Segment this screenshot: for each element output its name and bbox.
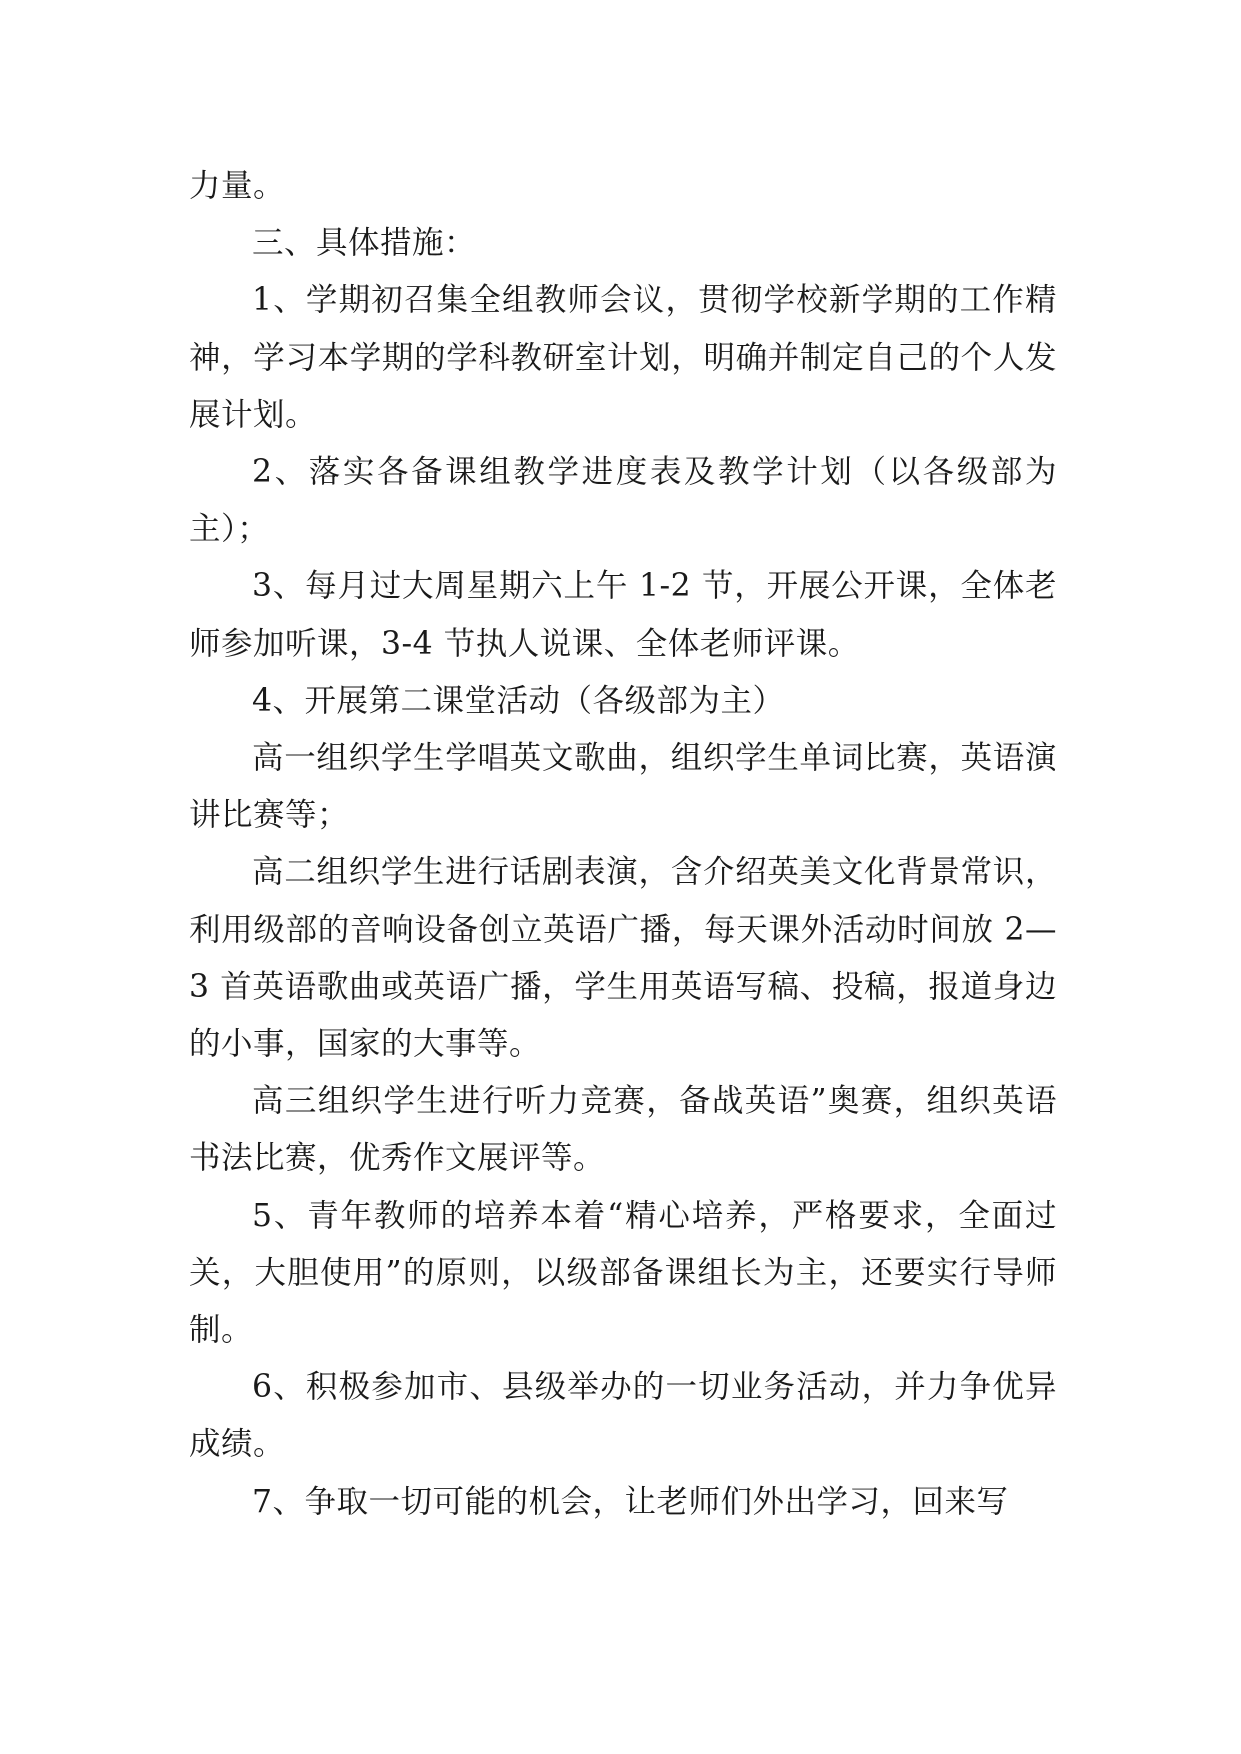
paragraph-measure-1: 1、学期初召集全组教师会议，贯彻学校新学期的工作精神，学习本学期的学科教研室计划，明确并制定自己的个人发展计划。 (189, 282, 1057, 433)
paragraph-measure-7: 7、争取一切可能的机会，让老师们外出学习，回来写 (252, 1483, 1009, 1520)
document-body (189, 158, 1057, 1531)
section-heading: 三、具体措施： (252, 225, 477, 262)
paragraph-measure-3: 3、每月过大周星期六上午 1-2 节，开展公开课，全体老师参加听课，3-4 节执人说课、全体老师评课。 (189, 568, 1057, 662)
paragraph-measure-4: 4、开展第二课堂活动（各级部为主） (252, 682, 785, 719)
paragraph-grade-1: 高一组织学生学唱英文歌曲，组织学生单词比赛，英语演讲比赛等； (189, 740, 1057, 834)
paragraph-measure-2: 2、落实各备课组教学进度表及教学计划（以各级部为主）； (189, 454, 1057, 548)
paragraph-measure-5: 5、青年教师的培养本着“精心培养，严格要求，全面过关，大胆使用”的原则，以级部备课组长为主，还要实行导师制。 (189, 1197, 1057, 1349)
paragraph-continuation: 力量。 (189, 168, 286, 204)
paragraph-grade-2: 高二组织学生进行话剧表演，含介绍英美文化背景常识，利用级部的音响设备创立英语广播，每天课外活动时间放 2—3 首英语歌曲或英语广播，学生用英语写稿、投稿，报道身边的小事，国家的大事等。 (189, 854, 1057, 1063)
paragraph-measure-6: 6、积极参加市、县级举办的一切业务活动，并力争优异成绩。 (189, 1369, 1057, 1463)
paragraph-grade-3: 高三组织学生进行听力竞赛，备战英语”奥赛，组织英语书法比赛，优秀作文展评等。 (189, 1083, 1057, 1177)
